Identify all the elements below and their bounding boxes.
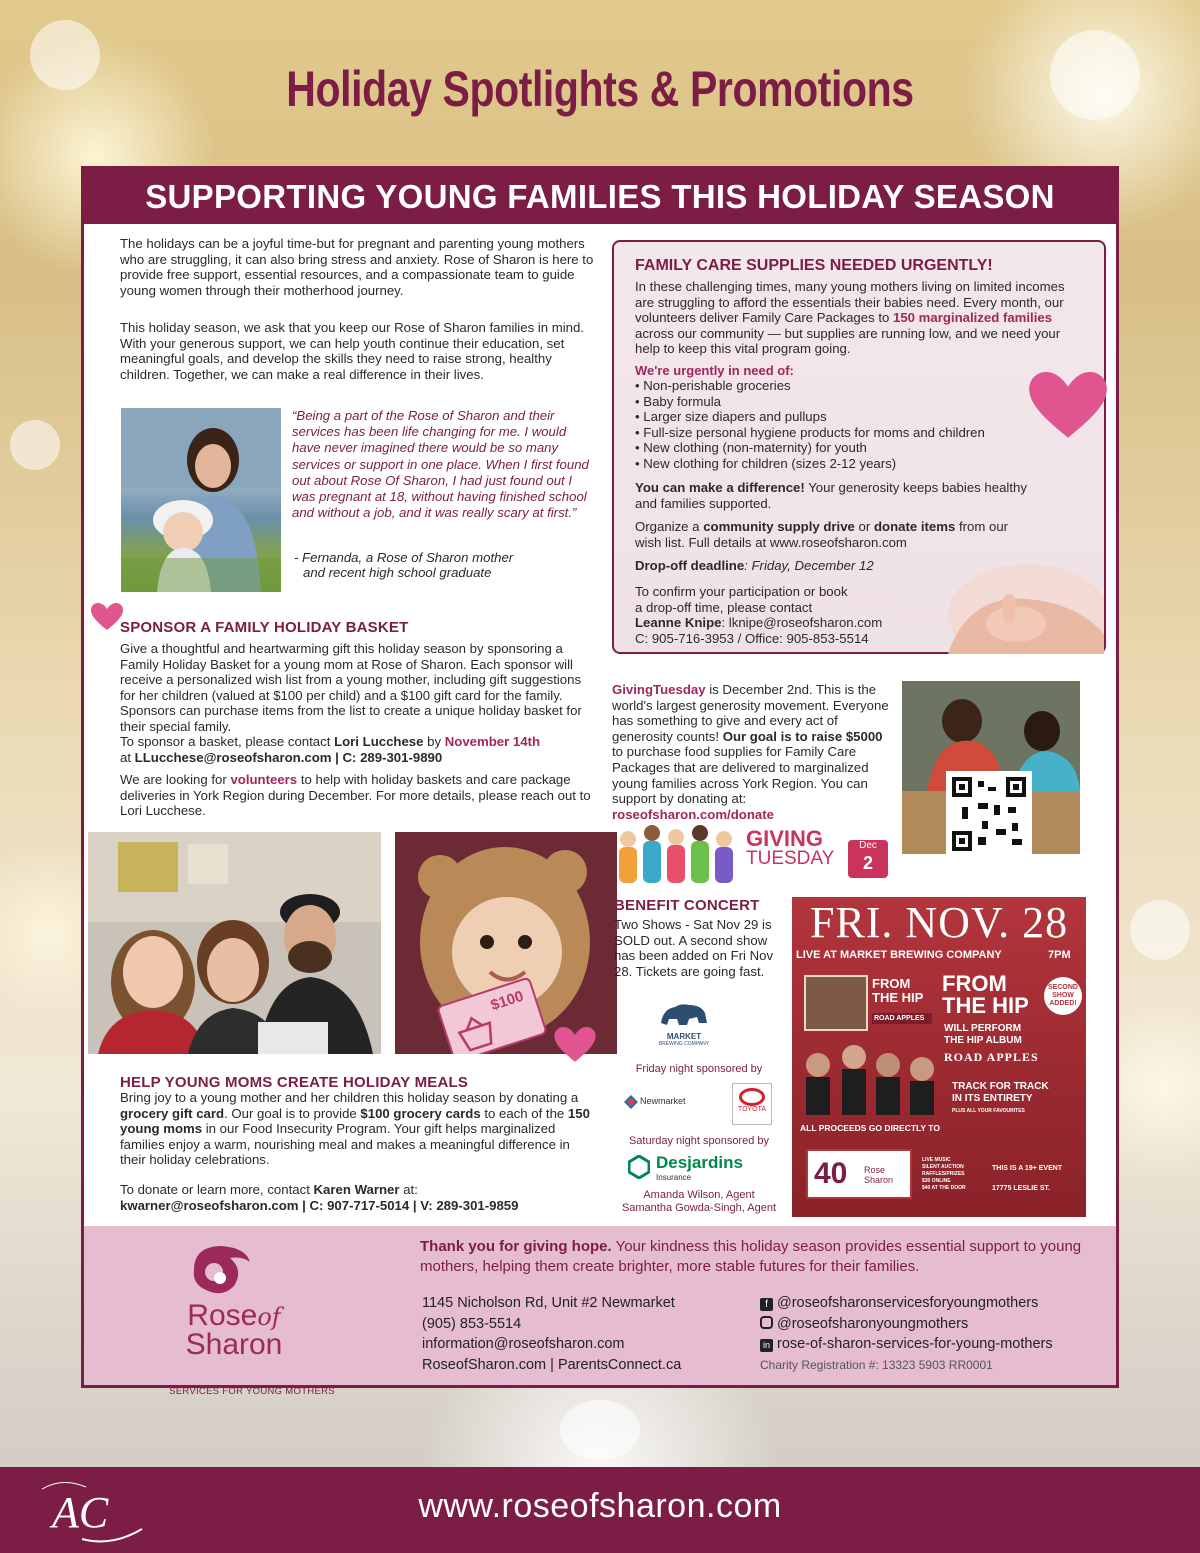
bokeh-light	[30, 20, 100, 90]
baby-bear-photo	[395, 832, 617, 1054]
donate-qr-code[interactable]	[946, 771, 1032, 854]
poster-proceeds: ALL PROCEEDS GO DIRECTLY TO	[800, 1123, 940, 1133]
donate-link[interactable]: roseofsharon.com/donate	[612, 806, 774, 822]
highlight: Our goal is to raise $5000	[722, 728, 883, 744]
charity-registration: Charity Registration #: 13323 5903 RR0001	[760, 1357, 993, 1372]
text: to each of the	[480, 1105, 568, 1121]
bottom-bar	[0, 1467, 1200, 1553]
testimonial-quote: “Being a part of the Rose of Sharon and their services has been life changing for me. I would have never imagined there would be so many services or support in one place. When I first found out about Rose Of Sharon, I had just found out I was pregnant at 18, without having finished school and without a job, and it was really scary at first.”	[292, 408, 589, 521]
toyota-text: TOYOTA	[737, 1106, 767, 1113]
heart-icon	[1028, 372, 1108, 440]
logo-line: GIVING	[746, 826, 824, 851]
poster-album-small: ROAD APPLES	[872, 1013, 932, 1024]
text: $30 ONLINE	[922, 1178, 951, 1184]
rose-of-sharon-logo-icon	[184, 1240, 254, 1298]
brewery-name: MARKET	[666, 1032, 702, 1041]
text: @roseofsharonyoungmothers	[777, 1315, 969, 1332]
volunteer-paragraph	[120, 772, 598, 819]
highlight: $100 grocery cards	[360, 1105, 481, 1121]
sponsor-contact-details[interactable]: LLucchese@roseofsharon.com | C: 289-301-9890	[134, 749, 443, 765]
facebook-icon: f	[760, 1298, 773, 1311]
address: 1145 Nicholson Rd, Unit #2 Newmarket	[422, 1295, 675, 1311]
text: $40 AT THE DOOR	[922, 1185, 966, 1191]
text: a drop-off time, please contact	[635, 599, 813, 615]
mother-baby-photo	[121, 408, 281, 592]
concert-heading: BENEFIT CONCERT	[614, 897, 760, 914]
poster-rose-logo: 40 Rose Sharon	[806, 1149, 912, 1199]
desjardins-icon	[628, 1155, 650, 1179]
volunteers-highlight: volunteers	[230, 772, 298, 787]
text: from our wish list. Full details at www.roseofsharon.com	[635, 519, 1009, 550]
intro-paragraph-1: The holidays can be a joyful time-but for pregnant and parenting young mothers who are struggling, it can also bring stress and anxiety. Rose of Sharon is here to provide free support, essential resources, and a compassionate team to guide young women through their motherhood journey.	[120, 236, 594, 298]
agents	[594, 1189, 804, 1215]
desjardins-sub: Insurance	[656, 1173, 692, 1182]
poster-track	[952, 1081, 1049, 1117]
contact-name: Leanne Knipe	[635, 615, 722, 631]
text: Rose	[864, 1165, 886, 1175]
contact-name: Lori Lucchese	[334, 734, 424, 749]
label: Drop-off deadline	[635, 558, 745, 573]
list-item: • Larger size diapers and pullups	[635, 409, 1055, 425]
acc-letters: AC	[52, 1488, 109, 1537]
highlight: 150 marginalized families	[893, 310, 1053, 326]
meals-contact-details[interactable]: kwarner@roseofsharon.com | C: 907-717-5014 | V: 289-301-9859	[120, 1197, 519, 1213]
list-item: • New clothing for children (sizes 2-12 years)	[635, 456, 1055, 472]
poster-venue: LIVE AT MARKET BREWING COMPANY	[796, 949, 1002, 961]
agent-name: Amanda Wilson, Agent	[643, 1189, 755, 1201]
text: LIVE MUSIC	[922, 1157, 951, 1163]
poster-address: 17775 LESLIE ST.	[992, 1185, 1050, 1192]
crowd-illustration	[614, 819, 742, 883]
poster-age: THIS IS A 19+ EVENT	[992, 1165, 1063, 1172]
text: Bring joy to a young mother and her children this holiday season by donating a	[120, 1090, 579, 1105]
highlight: GivingTuesday	[612, 682, 706, 697]
urgent-heading: FAMILY CARE SUPPLIES NEEDED URGENTLY!	[635, 257, 993, 274]
text: @roseofsharonservicesforyoungmothers	[777, 1295, 1039, 1311]
text: at:	[399, 1182, 418, 1197]
text: WILL PERFORM	[944, 1023, 1022, 1034]
text: . Our goal is to provide	[224, 1105, 361, 1121]
instagram-link[interactable]	[760, 1314, 1053, 1335]
bokeh-light	[560, 1400, 640, 1460]
list-item: • Baby formula	[635, 394, 1055, 410]
volunteers-photo	[88, 832, 381, 1054]
poster-small-print	[922, 1157, 966, 1192]
contact-phones: C: 905-716-3953 / Office: 905-853-5514	[635, 630, 869, 646]
attribution-line-2: and recent high school graduate	[303, 565, 492, 580]
text: at	[120, 749, 135, 765]
gift-card-amount: $100	[488, 987, 526, 1015]
toyota-logo	[732, 1083, 772, 1125]
friday-sponsor-label: Friday night sponsored by	[635, 1063, 763, 1075]
text: IN ITS ENTIRETY	[952, 1093, 1033, 1104]
contact-name: Karen Warner	[313, 1182, 400, 1197]
highlight: donate items	[873, 519, 956, 534]
newmarket-logo-text: Newmarket	[640, 1096, 686, 1106]
value: : Friday, December 12	[744, 558, 874, 573]
footer-band	[84, 1226, 1116, 1397]
newmarket-icon	[624, 1095, 638, 1109]
poster-album: ROAD APPLES	[944, 1050, 1039, 1064]
text: PLUS ALL YOUR FAVOURITES	[952, 1108, 1025, 1114]
make-difference	[635, 480, 1035, 511]
poster-date: FRI. NOV. 28	[809, 898, 1069, 947]
date-badge	[848, 840, 888, 878]
list-item: • Full-size personal hygiene products for moms and children	[635, 425, 1055, 441]
text: rose-of-sharon-services-for-young-mothers	[777, 1336, 1053, 1352]
highlight: grocery gift card	[120, 1105, 225, 1121]
sponsor-heading: SPONSOR A FAMILY HOLIDAY BASKET	[120, 619, 409, 636]
needs-list	[635, 378, 1055, 472]
text: Your generosity keeps babies healthy and families supported.	[635, 480, 1027, 511]
baby-hand-image	[908, 554, 1104, 654]
text: In these challenging times, many young mothers living on limited incomes are struggling to afford the essentials their babies need. Every month, our volunteers deliver Family Care Packages to	[635, 279, 1065, 326]
text: is December 2nd. This is the world's largest generosity movement. Everyone has something to give and every act of generosity counts!	[612, 682, 889, 744]
agent-name: Samantha Gowda-Singh, Agent	[621, 1202, 777, 1214]
page-title: Holiday Spotlights & Promotions	[286, 61, 914, 117]
facebook-link[interactable]	[760, 1293, 1053, 1314]
friday-sponsors	[624, 1083, 784, 1125]
poster-perform	[944, 1023, 1022, 1047]
bokeh-light	[10, 420, 60, 470]
text: RAFFLES/PRIZES	[922, 1171, 965, 1177]
linkedin-link[interactable]	[760, 1334, 1053, 1355]
rose-of-sharon-wordmark	[154, 1299, 314, 1361]
text: to help with holiday baskets and care package deliveries in York Region during December. For more details, please reach out to Lori Lucchese.	[120, 772, 591, 819]
text: Sharon	[185, 1328, 283, 1361]
bear-icon	[659, 1001, 709, 1027]
contact-info	[422, 1293, 681, 1375]
text: To donate or learn more, contact	[120, 1182, 314, 1197]
second-show-badge: SECOND SHOW ADDED!	[1044, 977, 1082, 1015]
logo-line: TUESDAY	[746, 848, 835, 869]
text: or	[854, 519, 874, 534]
saturday-sponsor-label: Saturday night sponsored by	[628, 1135, 770, 1147]
text: To sponsor a basket, please contact	[120, 734, 335, 749]
poster-band: FROM THE HIP	[942, 971, 1029, 1018]
list-item: • New clothing (non-maternity) for youth	[635, 440, 1055, 456]
brewery-sub: BREWING COMPANY	[658, 1041, 710, 1047]
social-links	[760, 1293, 1053, 1375]
text: TRACK FOR TRACK	[952, 1081, 1049, 1092]
giving-tuesday-text	[612, 682, 894, 822]
urgent-supplies-box	[612, 240, 1106, 654]
text: to purchase food supplies for Family Care Packages that are delivered to marginalized young families across York Region. You can support by donating at:	[612, 744, 869, 807]
text: Your kindness this holiday season provides essential support to young mothers, helping them create brighter, more stable futures for their families.	[420, 1238, 1082, 1275]
highlight: You can make a difference!	[635, 480, 805, 495]
heart-icon	[91, 603, 123, 631]
email[interactable]: information@roseofsharon.com	[422, 1336, 625, 1352]
attribution-line-1: - Fernanda, a Rose of Sharon mother	[294, 550, 514, 565]
deadline: November 14th	[444, 734, 541, 749]
bokeh-light	[1130, 900, 1190, 960]
heart-icon	[554, 1027, 596, 1063]
market-brewing-logo	[648, 1001, 720, 1047]
sponsor-body: Give a thoughtful and heartwarming gift this holiday season by sponsoring a Family Holiday Basket for a young mom at Rose of Sharon. Each sponsor will receive a personalized wish list from a young mother, including gift suggestions for her children (valued at $100 per child) and a $100 gift card for the family. Sponsors can purchase items from the list to create a unique holiday basket for their special family.	[120, 641, 582, 734]
feature-panel	[81, 166, 1119, 1397]
intro-paragraph-2: This holiday season, we ask that you keep our Rose of Sharon families in mind. With your generous support, we can help youth continue their education, set meaningful goals, and develop the skills they need to raise strong, healthy children. Together, we can make a real difference in their lives.	[120, 320, 585, 382]
basket-icon	[452, 1010, 501, 1054]
instagram-icon	[760, 1316, 773, 1329]
album-art	[804, 975, 868, 1031]
text: Sharon	[864, 1175, 894, 1185]
meals-contact	[120, 1182, 598, 1213]
phone[interactable]: (905) 853-5514	[422, 1315, 522, 1332]
confirm-contact	[635, 584, 935, 646]
needs-heading: We're urgently in need of:	[635, 363, 794, 378]
dropoff-deadline	[635, 558, 874, 574]
websites[interactable]: RoseofSharon.com | ParentsConnect.ca	[422, 1356, 682, 1373]
testimonial-attribution	[294, 550, 513, 580]
desjardins-text: Desjardins	[656, 1153, 743, 1172]
sponsor-contact	[120, 734, 598, 765]
poster-band-small: FROM THE HIP	[872, 976, 924, 1005]
urgent-intro	[635, 279, 1085, 357]
giving-tuesday-logo	[746, 826, 835, 869]
volunteers-packing-photo	[902, 681, 1080, 854]
tagline: SERVICES FOR YOUNG MOTHERS	[169, 1386, 335, 1397]
list-item: • Non-perishable groceries	[635, 378, 1055, 394]
highlight: 150 young moms	[120, 1105, 590, 1137]
text: Organize a	[635, 519, 704, 534]
band-photo	[796, 1035, 946, 1115]
concert-body: Two Shows - Sat Nov 29 is SOLD out. A second show has been added on Fri Nov 28. Tickets are going fast.	[614, 917, 774, 979]
linkedin-icon: in	[760, 1339, 773, 1352]
thank-you-message	[420, 1237, 1110, 1277]
meals-heading: HELP YOUNG MOMS CREATE HOLIDAY MEALS	[120, 1074, 469, 1091]
text: across our community — but supplies are running low, and we need your help to keep this vital program going.	[635, 325, 1061, 357]
text: THE HIP ALBUM	[944, 1035, 1022, 1046]
text: by	[423, 734, 445, 749]
text: To confirm your participation or book	[635, 584, 848, 599]
concert-poster	[792, 897, 1086, 1217]
panel-title: SUPPORTING YOUNG FAMILIES THIS HOLIDAY SEASON	[84, 169, 1116, 224]
poster-time: 7PM	[1048, 949, 1071, 961]
website-url[interactable]: www.roseofsharon.com	[418, 1487, 782, 1525]
badge-day: 2	[862, 853, 873, 873]
text: Rose	[187, 1299, 258, 1332]
highlight: community supply drive	[703, 519, 855, 534]
text: of	[257, 1303, 281, 1331]
meals-body	[120, 1090, 598, 1168]
text: We are looking for	[120, 772, 231, 787]
highlight: Thank you for giving hope.	[420, 1238, 612, 1255]
text: in our Food Insecurity Program. Your gift helps marginalized families enjoy a warm, nourishing meal and makes a meaningful difference in their holiday celebrations.	[120, 1121, 570, 1168]
contact-email[interactable]: : lknipe@roseofsharon.com	[721, 615, 883, 631]
organize-drive	[635, 519, 1035, 550]
badge-month: Dec	[859, 840, 877, 851]
text: SILENT AUCTION	[922, 1164, 964, 1170]
